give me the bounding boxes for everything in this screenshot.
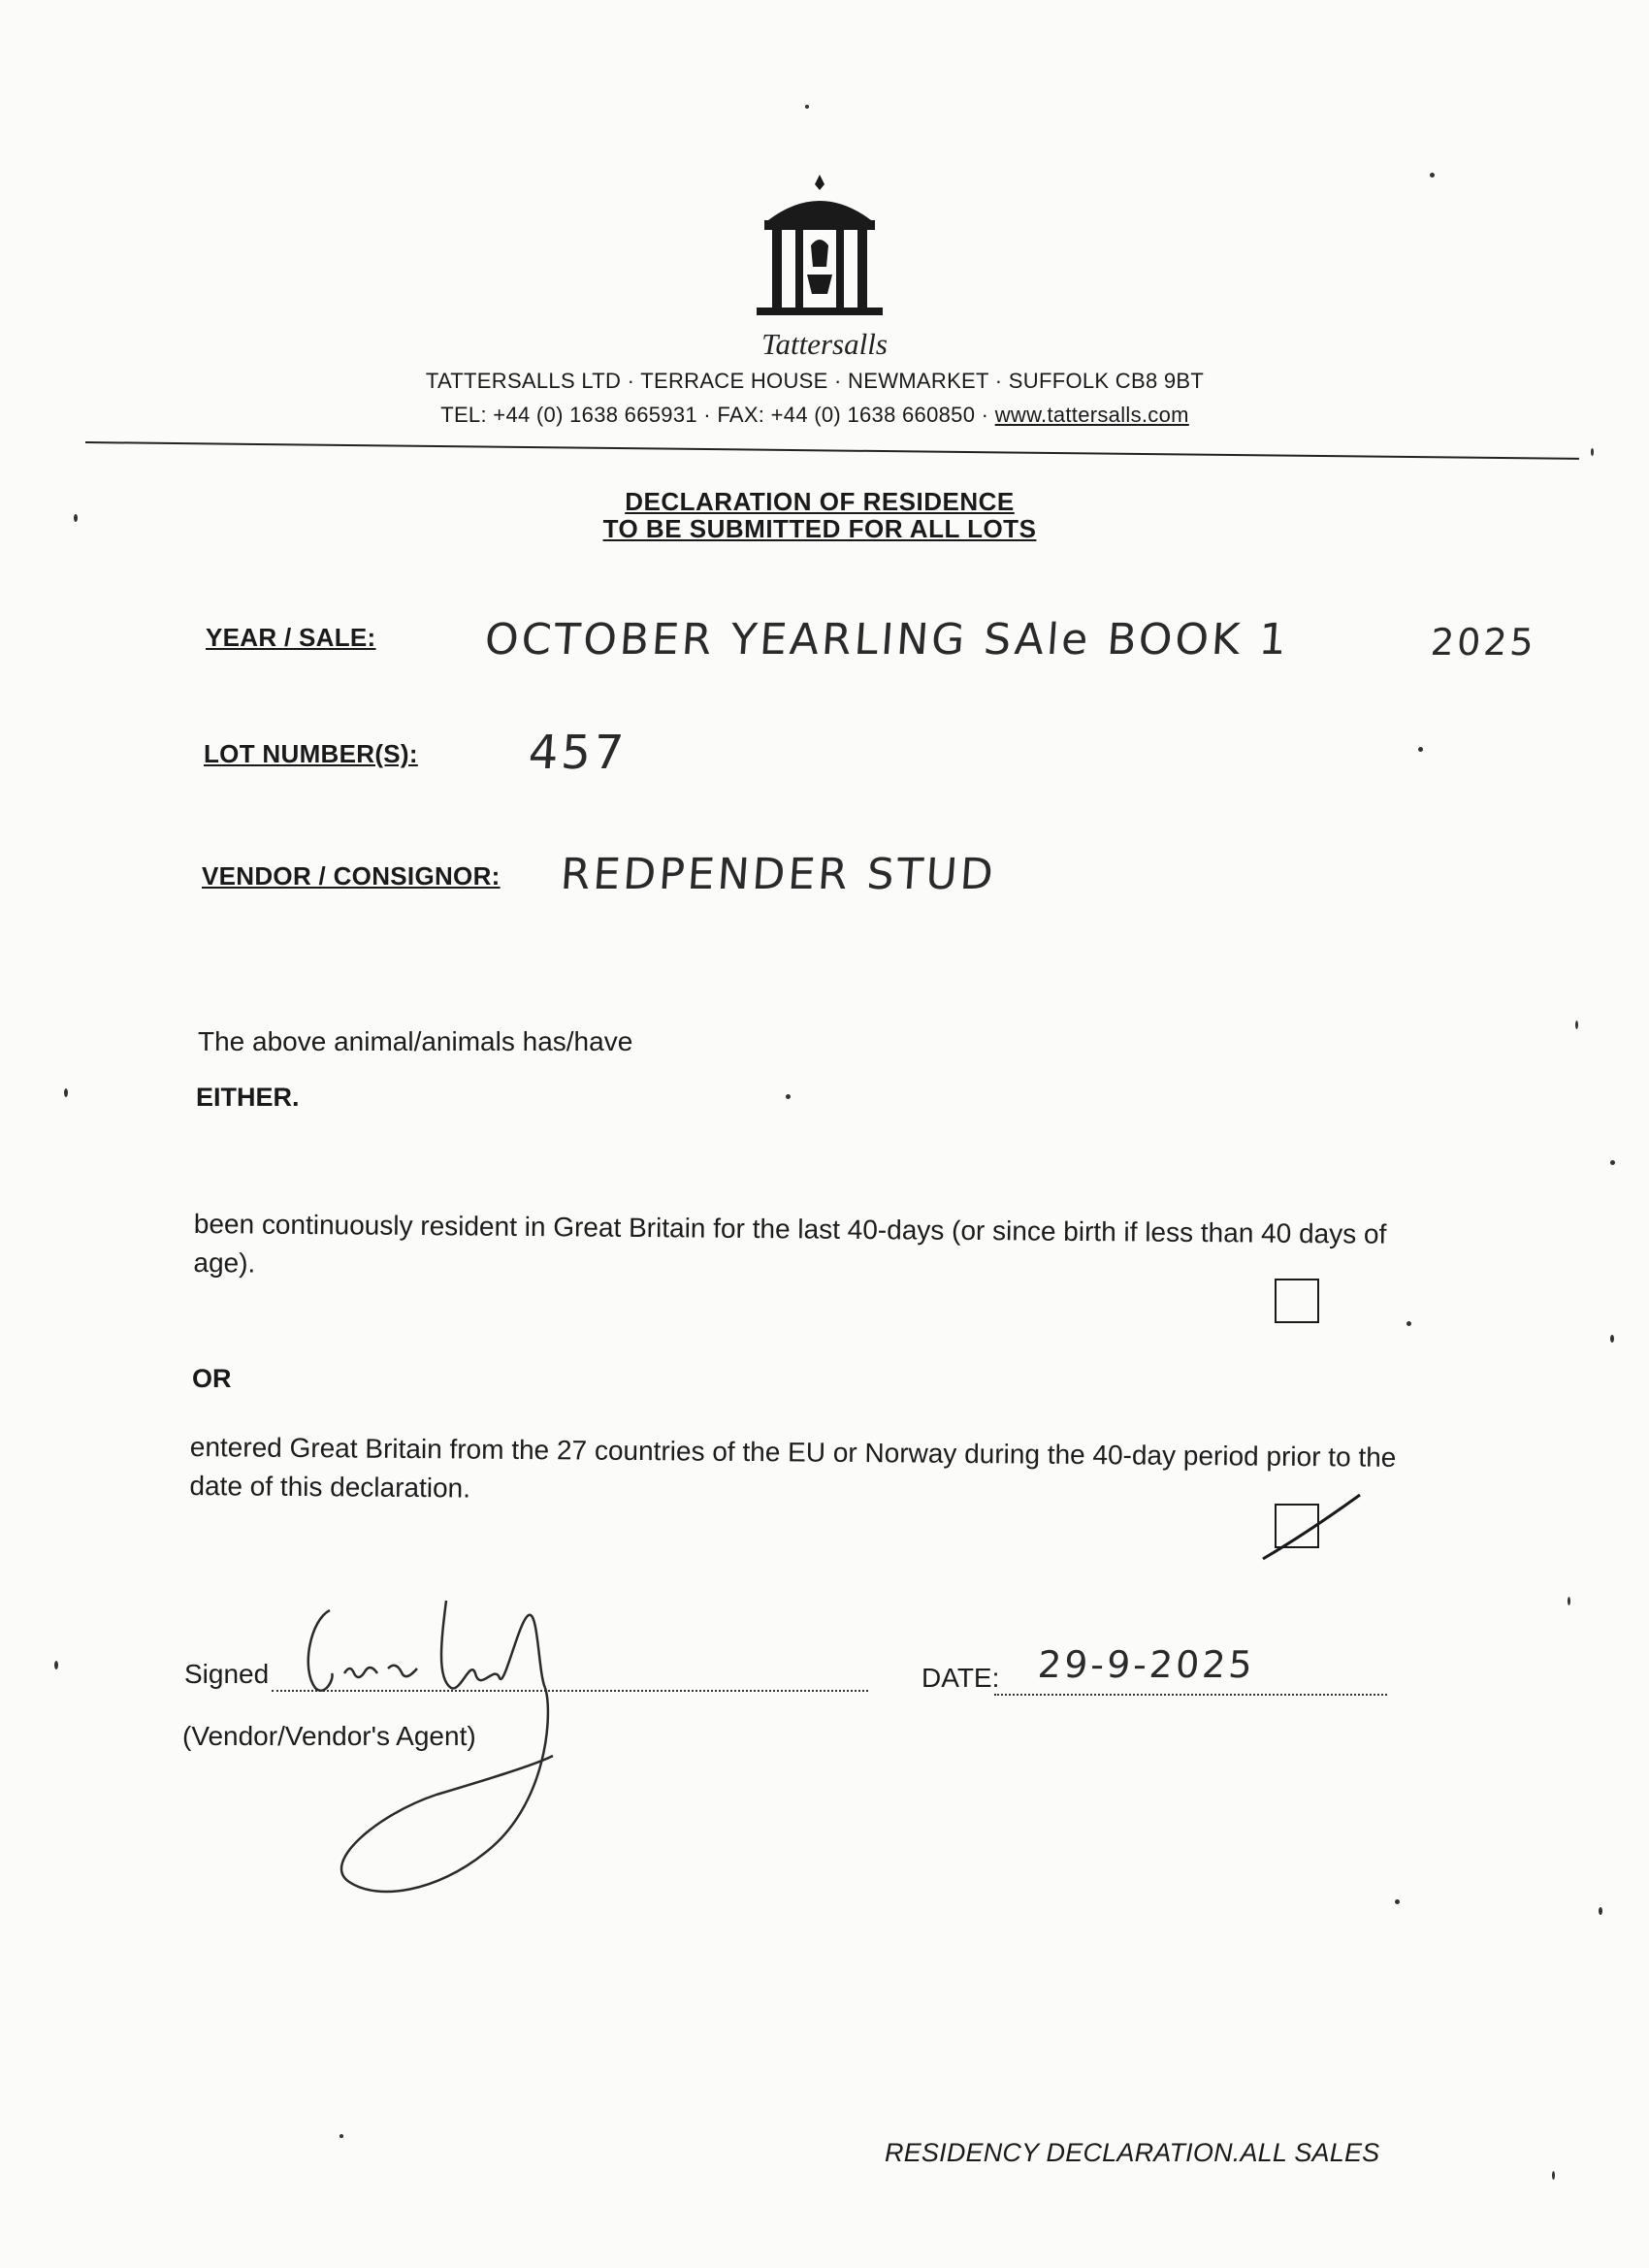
vendor-value: REDPENDER STUD [559,850,998,899]
vendor-agent-label: (Vendor/Vendor's Agent) [182,1721,476,1751]
footer-form-name: RESIDENCY DECLARATION.ALL SALES [885,2138,1380,2167]
scan-speck [1568,1597,1570,1605]
date-value: 29-9-2025 [1036,1643,1257,1686]
year-sale-label: YEAR / SALE: [206,623,376,652]
tattersalls-logo-icon [747,170,892,325]
brand-name: Tattersalls [761,327,888,361]
year-sale-value: OCTOBER YEARLING SAle BOOK 1 [483,615,1291,664]
scan-speck [1430,173,1435,178]
scan-speck [1395,1899,1400,1904]
scan-speck [64,1088,68,1097]
scan-speck [1552,2171,1555,2180]
lot-number-value: 457 [527,726,629,780]
date-label: DATE: [922,1663,1000,1693]
scan-speck [1406,1321,1411,1326]
header-divider [85,441,1579,460]
scan-speck [340,2134,343,2138]
scan-speck [786,1094,791,1099]
either-label: EITHER. [196,1083,300,1112]
signed-label: Signed [184,1659,270,1689]
page-title: DECLARATION OF RESIDENCE [625,487,1015,516]
company-address: TATTERSALLS LTD · TERRACE HOUSE · NEWMARKET · SUFFOLK CB8 9BT [425,369,1205,393]
scan-speck [1575,1021,1578,1029]
scan-speck [1591,448,1594,456]
scan-speck [1610,1160,1615,1165]
website-link[interactable]: www.tattersalls.com [994,403,1189,427]
contact-line [330,403,1300,428]
scan-speck [1599,1907,1602,1915]
year-value: 2025 [1429,621,1538,664]
declaration-intro: The above animal/animals has/have [198,1026,633,1056]
vendor-label: VENDOR / CONSIGNOR: [202,861,501,891]
option-entered-text: entered Great Britain from the 27 countries of the EU or Norway during the 40-day period prior to the date of this declaration. [189,1431,1397,1504]
scan-speck [1610,1335,1614,1343]
lot-number-label: LOT NUMBER(S): [204,739,418,768]
option-resident-checkbox[interactable] [1275,1279,1319,1323]
checkmark-cross-icon [1259,1489,1366,1567]
option-resident-text: been continuously resident in Great Britain for the last 40-days (or since birth if less than 40 days of age). [193,1208,1387,1279]
scan-speck [1418,747,1423,752]
scan-speck [805,105,809,109]
scan-speck [54,1661,58,1669]
or-label: OR [192,1364,232,1393]
date-line [994,1694,1387,1696]
page-subtitle: TO BE SUBMITTED FOR ALL LOTS [602,514,1037,543]
scan-speck [74,514,78,522]
phone-fax-text: TEL: +44 (0) 1638 665931 · FAX: +44 (0) 1638 660850 · [440,403,995,427]
